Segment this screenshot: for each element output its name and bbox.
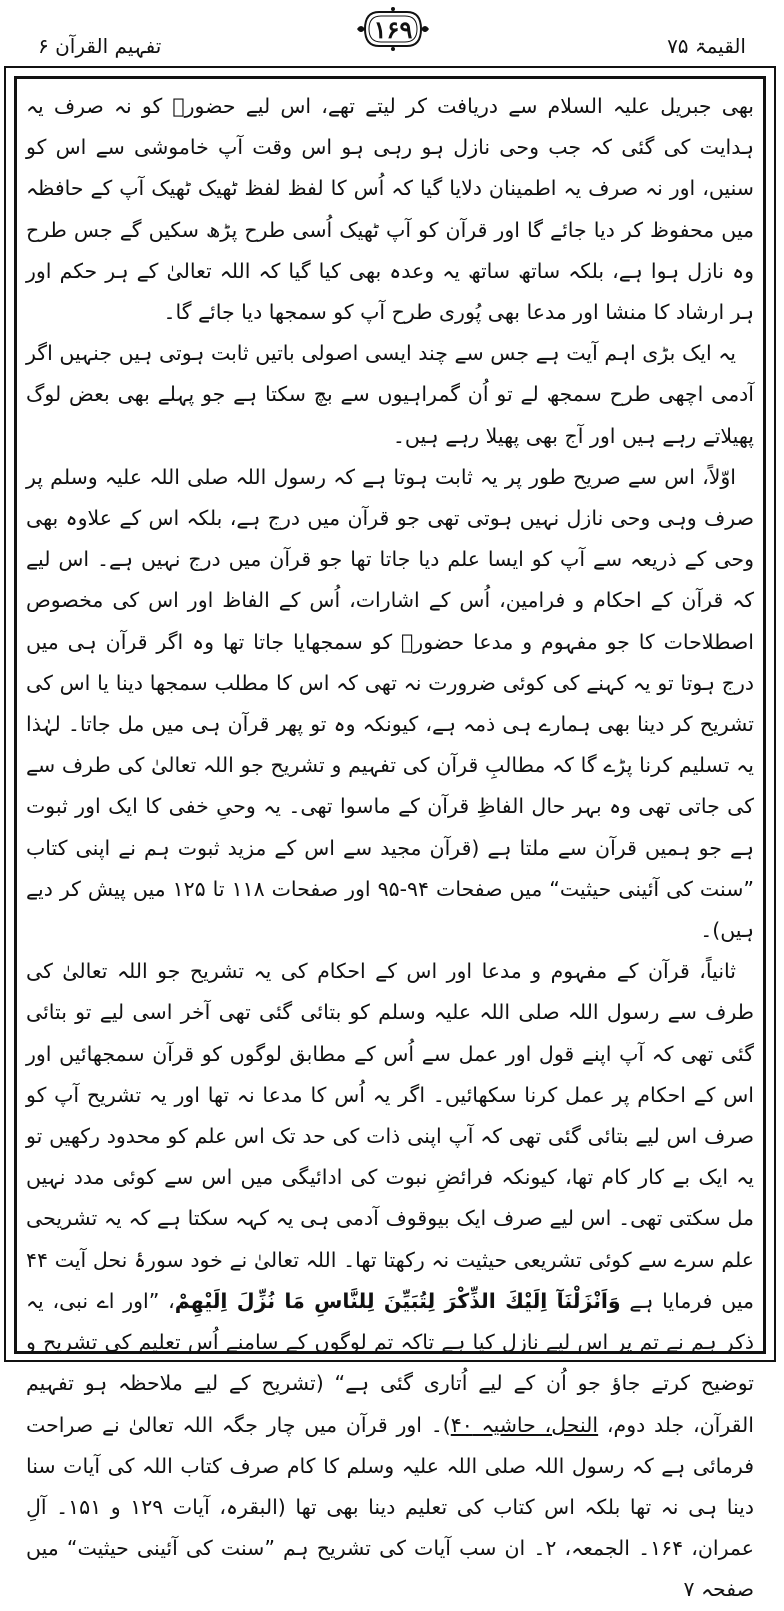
commentary-text xyxy=(26,86,755,1602)
paragraph-text: )۔ اور قرآن میں چار جگہ اللہ تعالیٰ نے صراحت فرمائی ہے کہ رسول اللہ صلی اللہ علیہ وسلم کا کام صرف کتاب اللہ کی آیات سنا دینا ہی نہ تھا بلکہ اس کتاب کی تعلیم دینا بھی تھا (البقرہ، آیات ۱۲۹ و ۱۵۱۔ آلِ عمران، ۱۶۴۔ الجمعہ، ۲۔ ان سب آیات کی تشریح ہم ”سنت کی آئینی حیثیت“ میں صفحہ ۷ xyxy=(26,1412,755,1602)
page-number: ۱۶۹ xyxy=(373,15,413,44)
surah-reference: القیمۃ ۷۵ xyxy=(667,34,746,58)
paragraph: اوّلاً، اس سے صریح طور پر یہ ثابت ہوتا ہے کہ رسول اللہ صلی اللہ علیہ وسلم پر صرف وہی وحی نازل نہیں ہوتی تھی جو قرآن میں درج ہے، بلکہ اس کے علاوہ بھی وحی کے ذریعہ سے آپ کو ایسا علم دیا جاتا تھا جو قرآن میں درج نہیں ہے۔ اس لیے کہ قرآن کے احکام و فرامین، اُس کے اشارات، اُس کے الفاظ اور اس کی مخصوص اصطلاحات کا جو مفہوم و مدعا حضورؐ کو سمجھایا جاتا تھا وہ اگر قرآن ہی میں درج ہوتا تو یہ کہنے کی کوئی ضرورت نہ تھی کہ اس کا مطلب سمجھا دینا یا اس کی تشریح کر دینا بھی ہمارے ہی ذمہ ہے، کیونکہ وہ تو پھر قرآن ہی میں مل جاتا۔ لہٰذا یہ تسلیم کرنا پڑے گا کہ مطالبِ قرآن کی تفہیم و تشریح جو اللہ تعالیٰ کی طرف سے کی جاتی تھی وہ بہر حال الفاظِ قرآن کے ماسوا تھی۔ یہ وحیِ خفی کا ایک اور ثبوت ہے جو ہمیں قرآن سے ملتا ہے (قرآن مجید سے اس کے مزید ثبوت ہم نے اپنی کتاب ”سنت کی آئینی حیثیت“ میں صفحات ۹۴-۹۵ اور صفحات ۱۱۸ تا ۱۲۵ میں پیش کر دیے ہیں)۔ xyxy=(26,464,755,943)
paragraph: بھی جبریل علیہ السلام سے دریافت کر لیتے تھے، اس لیے حضورؐ کو نہ صرف یہ ہدایت کی گئی کہ جب وحی نازل ہو رہی ہو اس وقت آپ خاموشی سے اس کو سنیں، اور نہ صرف یہ اطمینان دلایا گیا کہ اُس کا لفظ لفظ ٹھیک ٹھیک آپ کے حافظہ میں محفوظ کر دیا جائے گا اور قرآن کو آپ ٹھیک اُسی طرح پڑھ سکیں گے جس طرح وہ نازل ہوا ہے، بلکہ ساتھ ساتھ یہ وعدہ بھی کیا گیا کہ اللہ تعالیٰ کے ہر حکم اور ہر ارشاد کا منشا اور مدعا بھی پُوری طرح آپ کو سمجھا دیا جائے گا۔ xyxy=(26,94,754,325)
paragraph-text: ثانیاً، قرآن کے مفہوم و مدعا اور اس کے احکام کی یہ تشریح جو اللہ تعالیٰ کی طرف سے رسول اللہ صلی اللہ علیہ وسلم کو بتائی گئی تھی آخر اسی لیے تو بتائی گئی تھی کہ آپ اپنے قول اور عمل سے اُس کے مطابق لوگوں کو قرآن سمجھائیں اور اس کے احکام پر عمل کرنا سکھائیں۔ اگر یہ اُس کا مدعا نہ تھا اور یہ تشریح آپ کو صرف اس لیے بتائی گئی تھی کہ آپ اپنی ذات کی حد تک اس علم کو محدود رکھیں تو یہ ایک بے کار کام تھا، کیونکہ فرائضِ نبوت کی ادائیگی میں اس سے کوئی مدد نہیں مل سکتی تھی۔ اس لیے صرف ایک بیوقوف آدمی ہی یہ کہہ سکتا ہے کہ یہ تشریحی علم سرے سے کوئی تشریعی حیثیت نہ رکھتا تھا۔ اللہ تعالیٰ نے خود سورۂ نحل آیت ۴۴ میں فرمایا ہے xyxy=(26,959,754,1313)
page-number-ornament xyxy=(355,6,431,52)
page-header xyxy=(0,0,784,64)
paragraph xyxy=(26,951,754,1610)
book-title: تفہیم القرآن ۶ xyxy=(38,34,162,58)
quran-verse: وَاَنْزَلْنَآ اِلَيْكَ الذِّكْرَ لِتُبَيِّنَ لِلنَّاسِ مَا نُزِّلَ اِلَيْهِمْ xyxy=(174,1288,621,1313)
cross-reference: النحل، حاشیہ ۴۰ xyxy=(450,1412,599,1437)
paragraph: یہ ایک بڑی اہم آیت ہے جس سے چند ایسی اصولی باتیں ثابت ہوتی ہیں جنہیں اگر آدمی اچھی طرح سمجھ لے تو اُن گمراہیوں سے بچ سکتا ہے جو پہلے بھی بعض لوگ پھیلاتے رہے ہیں اور آج بھی پھیلا رہے ہیں۔ xyxy=(26,341,754,448)
paragraph-text: ، ”اور اے نبی، یہ ذکر ہم نے تم پر اس لیے نازل کیا ہے تاکہ تم لوگوں کے سامنے اُس تعلیم کی تشریح و توضیح کرتے جاؤ جو اُن کے لیے اُتاری گئی ہے“ (تشریح کے لیے ملاحظہ ہو تفہیم القرآن، جلد دوم، xyxy=(26,1288,754,1437)
